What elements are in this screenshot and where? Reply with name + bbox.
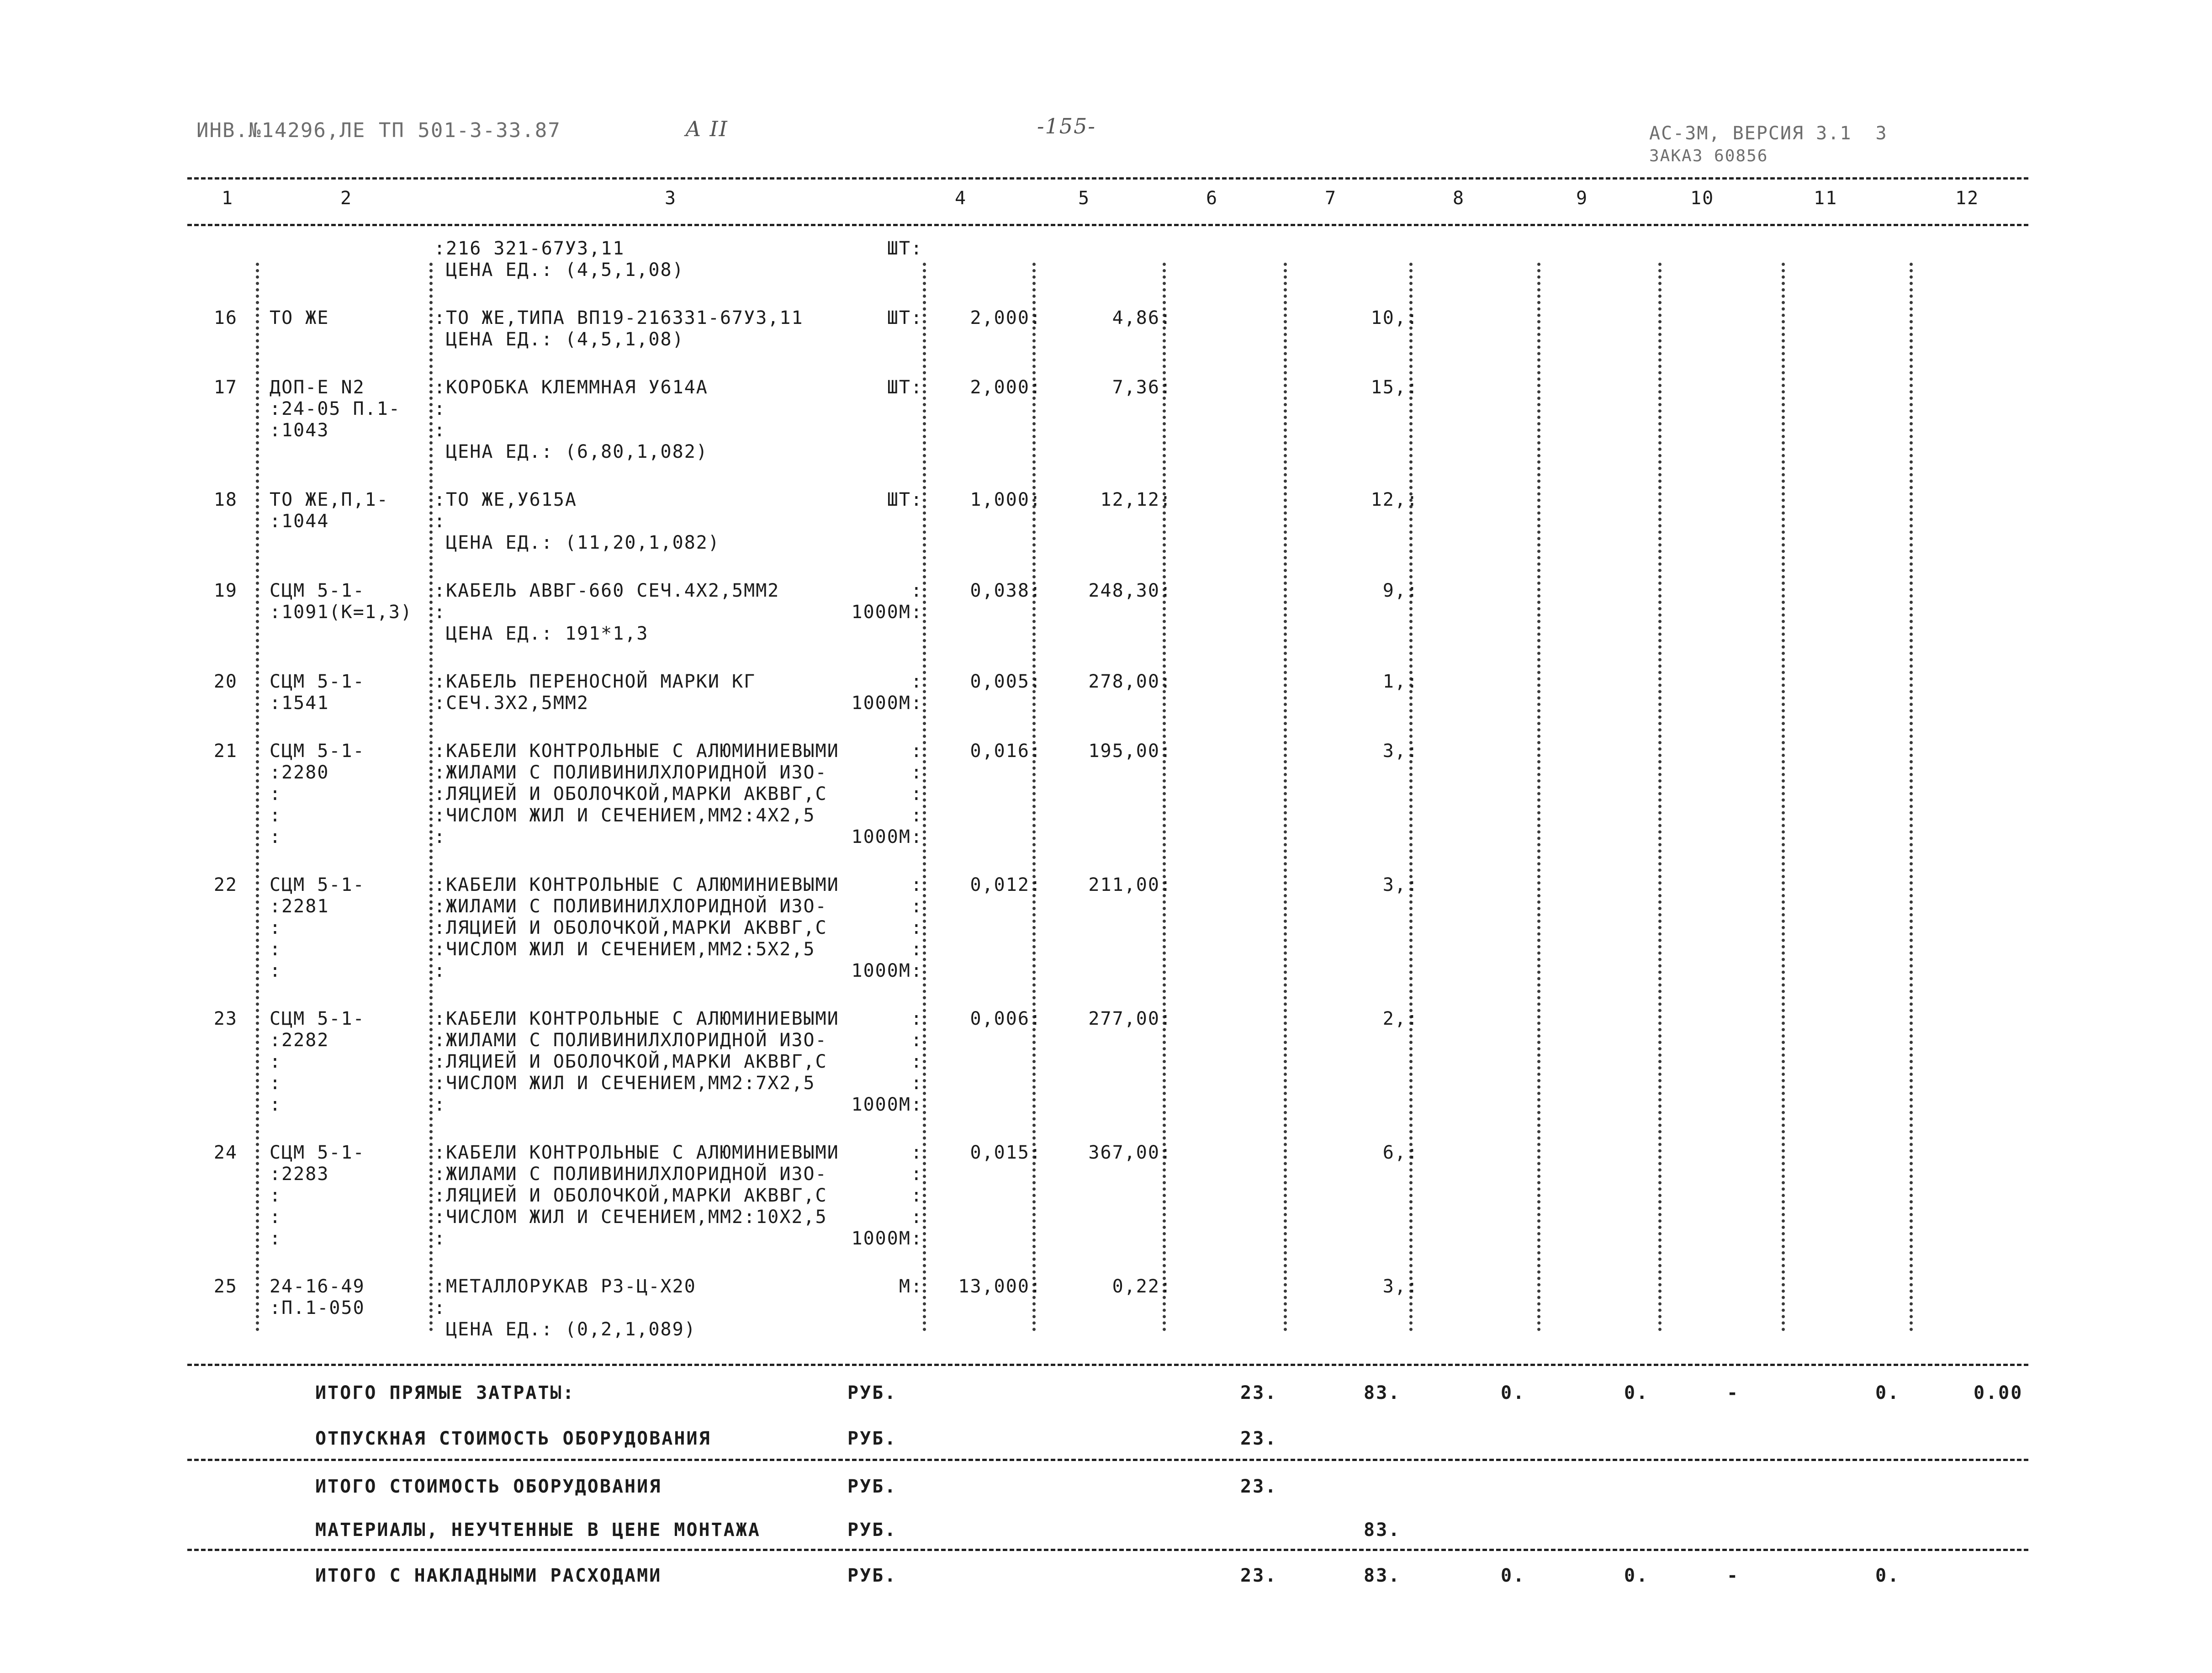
quantity: 2,000: [970,307,1042,328]
column-number: 10 [1690,188,1715,209]
item-number: 25 [213,1276,238,1297]
header-top-rule [187,177,2028,180]
unit-of-measure: : [910,1164,923,1185]
unit-price: 211,00: [1088,874,1172,895]
quantity: 0,038: [970,580,1042,601]
quantity: 2,000: [970,377,1042,398]
norm-reference: :2281 [270,896,329,917]
column-separator [1163,263,1166,1332]
summary-unit: РУБ. [847,1428,897,1449]
column-number: 1 [222,188,234,209]
unit-of-measure: : [910,805,923,826]
norm-reference: СЦМ 5-1- [270,741,365,762]
norm-reference: ТО ЖЕ [270,307,329,328]
item-description: ЦЕНА ЕД.: (6,80,1,082) [434,441,708,462]
summary-value-col6: 23. [1240,1476,1278,1497]
item-description: :КАБЕЛИ КОНТРОЛЬНЫЕ С АЛЮМИНИЕВЫМИ [434,874,839,895]
norm-reference: СЦМ 5-1- [270,671,365,692]
norm-reference: : [270,1207,282,1228]
item-description: :ЛЯЦИЕЙ И ОБОЛОЧКОЙ,МАРКИ АКВВГ,С [434,1051,827,1072]
norm-reference: СЦМ 5-1- [270,874,365,895]
column-separator [1032,263,1036,1332]
norm-reference: : [270,1185,282,1206]
norm-reference: СЦМ 5-1- [270,1142,365,1163]
item-description: :ЧИСЛОМ ЖИЛ И СЕЧЕНИЕМ,ММ2:4X2,5 [434,805,815,826]
norm-reference: :П.1-050 [270,1297,365,1318]
summary-value-col6: 23. [1240,1428,1278,1449]
order-number: ЗАКАЗ 60856 [1649,147,1768,165]
unit-of-measure: 1000М: [851,693,923,714]
norm-reference: : [270,805,282,826]
summary-value-col11: 0. [1875,1565,1900,1586]
summary-bottom-rule [187,1549,2028,1551]
norm-reference: ДОП-Е N2 [270,377,365,398]
norm-reference: СЦМ 5-1- [270,1008,365,1029]
column-separator [1658,263,1662,1332]
unit-of-measure: 1000М: [851,960,923,981]
summary-label: ИТОГО ПРЯМЫЕ ЗАТРАТЫ: [315,1382,575,1403]
column-number: 9 [1576,188,1588,209]
cost-value: 9,: [1382,580,1418,601]
norm-reference: : [270,1228,282,1249]
cost-value: 6,: [1382,1142,1418,1163]
unit-of-measure: : [910,1142,923,1163]
summary-value-col6: 23. [1240,1382,1278,1403]
column-separator [1409,263,1413,1332]
item-number: 17 [213,377,238,398]
norm-reference: : [270,1094,282,1115]
quantity: 0,012: [970,874,1042,895]
column-number: 12 [1955,188,1979,209]
summary-label: МАТЕРИАЛЫ, НЕУЧТЕННЫЕ В ЦЕНЕ МОНТАЖА [315,1519,761,1541]
column-number: 6 [1206,188,1218,209]
column-separator [429,263,433,1332]
cost-value: 1,: [1382,671,1418,692]
item-description: :ЖИЛАМИ С ПОЛИВИНИЛХЛОРИДНОЙ ИЗО- [434,762,827,783]
summary-value-col7: 83. [1364,1382,1401,1403]
unit-of-measure: : [910,1185,923,1206]
norm-reference: :2282 [270,1030,329,1051]
item-number: 16 [213,307,238,328]
item-number: 19 [213,580,238,601]
item-description: :ЧИСЛОМ ЖИЛ И СЕЧЕНИЕМ,ММ2:5X2,5 [434,939,815,960]
page-number: -155- [1037,114,1096,138]
item-description: : [434,1297,446,1318]
item-description: :ЧИСЛОМ ЖИЛ И СЕЧЕНИЕМ,ММ2:10X2,5 [434,1207,827,1228]
unit-price: 195,00: [1088,741,1172,762]
item-description: : [434,602,446,623]
item-number: 23 [213,1008,238,1029]
summary-unit: РУБ. [847,1382,897,1403]
cost-value: 3,: [1382,741,1418,762]
column-number: 7 [1325,188,1337,209]
unit-of-measure: : [910,1073,923,1094]
unit-of-measure: : [910,671,923,692]
unit-price: 277,00: [1088,1008,1172,1029]
quantity: 1,000: [970,489,1042,510]
unit-price: 0,22: [1112,1276,1172,1297]
norm-reference: : [270,917,282,938]
cost-value: 3,: [1382,874,1418,895]
summary-value-col7: 83. [1364,1519,1401,1541]
summary-label: ИТОГО С НАКЛАДНЫМИ РАСХОДАМИ [315,1565,662,1586]
item-description: : [434,511,446,532]
unit-of-measure: М: [899,1276,923,1297]
item-description: ЦЕНА ЕД.: 191*1,3 [434,623,649,644]
item-description: ЦЕНА ЕД.: (11,20,1,082) [434,532,720,553]
norm-reference: 24-16-49 [270,1276,365,1297]
item-description: :КАБЕЛЬ ПЕРЕНОСНОЙ МАРКИ КГ [434,671,756,692]
norm-reference: : [270,939,282,960]
norm-reference: :1091(К=1,3) [270,602,413,623]
program-version: АС-3М, ВЕРСИЯ 3.1 3 [1649,123,1888,144]
unit-of-measure: 1000М: [851,826,923,847]
cost-value: 12,: [1371,489,1418,510]
item-description: :ЛЯЦИЕЙ И ОБОЛОЧКОЙ,МАРКИ АКВВГ,С [434,917,827,938]
item-description: :МЕТАЛЛОРУКАВ РЗ-Ц-Х20 [434,1276,696,1297]
cost-value: 3,: [1382,1276,1418,1297]
unit-of-measure: : [910,1207,923,1228]
item-description: :ТО ЖЕ,ТИПА ВП19-216331-67УЗ,11 [434,307,804,328]
item-description: :ЖИЛАМИ С ПОЛИВИНИЛХЛОРИДНОЙ ИЗО- [434,1164,827,1185]
norm-reference: : [270,1051,282,1072]
unit-price: 278,00: [1088,671,1172,692]
item-number: 21 [213,741,238,762]
item-description: :КОРОБКА КЛЕММНАЯ У614А [434,377,708,398]
item-description: :КАБЕЛИ КОНТРОЛЬНЫЕ С АЛЮМИНИЕВЫМИ [434,1142,839,1163]
column-separator [1910,263,1913,1332]
item-description: : [434,420,446,441]
norm-reference: : [270,826,282,847]
quantity: 13,000: [958,1276,1042,1297]
unit-of-measure: : [910,874,923,895]
summary-top-rule [187,1364,2028,1366]
item-description: :СЕЧ.3X2,5ММ2 [434,693,589,714]
column-number: 4 [955,188,967,209]
summary-unit: РУБ. [847,1565,897,1586]
unit-of-measure: : [910,939,923,960]
item-description: : [434,960,446,981]
item-number: 20 [213,671,238,692]
unit-of-measure: ШТ: [887,307,923,328]
norm-reference: : [270,784,282,805]
norm-reference: :24-05 П.1- [270,398,401,419]
item-description: : [434,1228,446,1249]
summary-unit: РУБ. [847,1476,897,1497]
unit-of-measure: : [910,1030,923,1051]
summary-value-col9: 0. [1624,1565,1649,1586]
unit-of-measure: : [910,1051,923,1072]
item-description: :ЧИСЛОМ ЖИЛ И СЕЧЕНИЕМ,ММ2:7X2,5 [434,1073,815,1094]
norm-reference: :1043 [270,420,329,441]
cost-value: 10,: [1371,307,1418,328]
item-description: ЦЕНА ЕД.: (4,5,1,08) [434,329,684,350]
item-number: 22 [213,874,238,895]
item-description: :ЖИЛАМИ С ПОЛИВИНИЛХЛОРИДНОЙ ИЗО- [434,1030,827,1051]
column-separator [1284,263,1287,1332]
unit-of-measure: : [910,741,923,762]
item-description: :ЛЯЦИЕЙ И ОБОЛОЧКОЙ,МАРКИ АКВВГ,С [434,784,827,805]
column-number: 11 [1814,188,1838,209]
item-description: :КАБЕЛИ КОНТРОЛЬНЫЕ С АЛЮМИНИЕВЫМИ [434,1008,839,1029]
unit-of-measure: : [910,580,923,601]
summary-value-col6: 23. [1240,1565,1278,1586]
norm-reference: ТО ЖЕ,П,1- [270,489,389,510]
unit-of-measure: 1000М: [851,602,923,623]
summary-label: ОТПУСКНАЯ СТОИМОСТЬ ОБОРУДОВАНИЯ [315,1428,711,1449]
document-code: ИНВ.№14296,ЛЕ ТП 501-3-33.87 [196,119,561,142]
summary-value-col10: - [1727,1565,1740,1586]
norm-reference: СЦМ 5-1- [270,580,365,601]
unit-price: 367,00: [1088,1142,1172,1163]
summary-value-col9: 0. [1624,1382,1649,1403]
item-description: : [434,826,446,847]
unit-of-measure: : [910,784,923,805]
item-number: 18 [213,489,238,510]
column-separator [1782,263,1785,1332]
quantity: 0,015: [970,1142,1042,1163]
item-description: :ТО ЖЕ,У615А [434,489,577,510]
cost-value: 2,: [1382,1008,1418,1029]
item-description: :216 321-67УЗ,11 [434,238,625,259]
summary-middle-rule [187,1459,2028,1461]
item-description: ЦЕНА ЕД.: (4,5,1,08) [434,259,684,281]
norm-reference: :2280 [270,762,329,783]
cost-value: 15,: [1371,377,1418,398]
summary-value-col11: 0. [1875,1382,1900,1403]
summary-value-col8: 0. [1501,1565,1526,1586]
summary-value-col10: - [1727,1382,1740,1403]
summary-unit: РУБ. [847,1519,897,1541]
unit-of-measure: ШТ: [887,238,923,259]
item-description: :ЛЯЦИЕЙ И ОБОЛОЧКОЙ,МАРКИ АКВВГ,С [434,1185,827,1206]
norm-reference: :2283 [270,1164,329,1185]
item-description: :КАБЕЛИ КОНТРОЛЬНЫЕ С АЛЮМИНИЕВЫМИ [434,741,839,762]
unit-of-measure: 1000М: [851,1094,923,1115]
item-description: :КАБЕЛЬ АВВГ-660 СЕЧ.4X2,5ММ2 [434,580,780,601]
unit-of-measure: : [910,762,923,783]
item-description: ЦЕНА ЕД.: (0,2,1,089) [434,1319,696,1340]
norm-reference: : [270,960,282,981]
header-bottom-rule [187,224,2028,226]
column-separator [256,263,259,1332]
unit-of-measure: : [910,917,923,938]
unit-price: 7,36: [1112,377,1172,398]
item-description: : [434,398,446,419]
column-number: 2 [340,188,353,209]
quantity: 0,006: [970,1008,1042,1029]
unit-price: 12,12: [1100,489,1172,510]
summary-value-col7: 83. [1364,1565,1401,1586]
quantity: 0,005: [970,671,1042,692]
column-separator [1537,263,1540,1332]
item-description: : [434,1094,446,1115]
unit-of-measure: ШТ: [887,489,923,510]
unit-of-measure: 1000М: [851,1228,923,1249]
column-number: 3 [665,188,677,209]
summary-label: ИТОГО СТОИМОСТЬ ОБОРУДОВАНИЯ [315,1476,662,1497]
column-number: 8 [1453,188,1465,209]
summary-value-col8: 0. [1501,1382,1526,1403]
summary-value-col12: 0.00 [1974,1382,2023,1403]
quantity: 0,016: [970,741,1042,762]
norm-reference: : [270,1073,282,1094]
handwritten-mark: А II [685,116,728,141]
column-number: 5 [1078,188,1090,209]
norm-reference: :1044 [270,511,329,532]
unit-price: 248,30: [1088,580,1172,601]
column-separator [923,263,926,1332]
item-number: 24 [213,1142,238,1163]
unit-of-measure: : [910,896,923,917]
norm-reference: :1541 [270,693,329,714]
item-description: :ЖИЛАМИ С ПОЛИВИНИЛХЛОРИДНОЙ ИЗО- [434,896,827,917]
unit-of-measure: ШТ: [887,377,923,398]
unit-of-measure: : [910,1008,923,1029]
unit-price: 4,86: [1112,307,1172,328]
